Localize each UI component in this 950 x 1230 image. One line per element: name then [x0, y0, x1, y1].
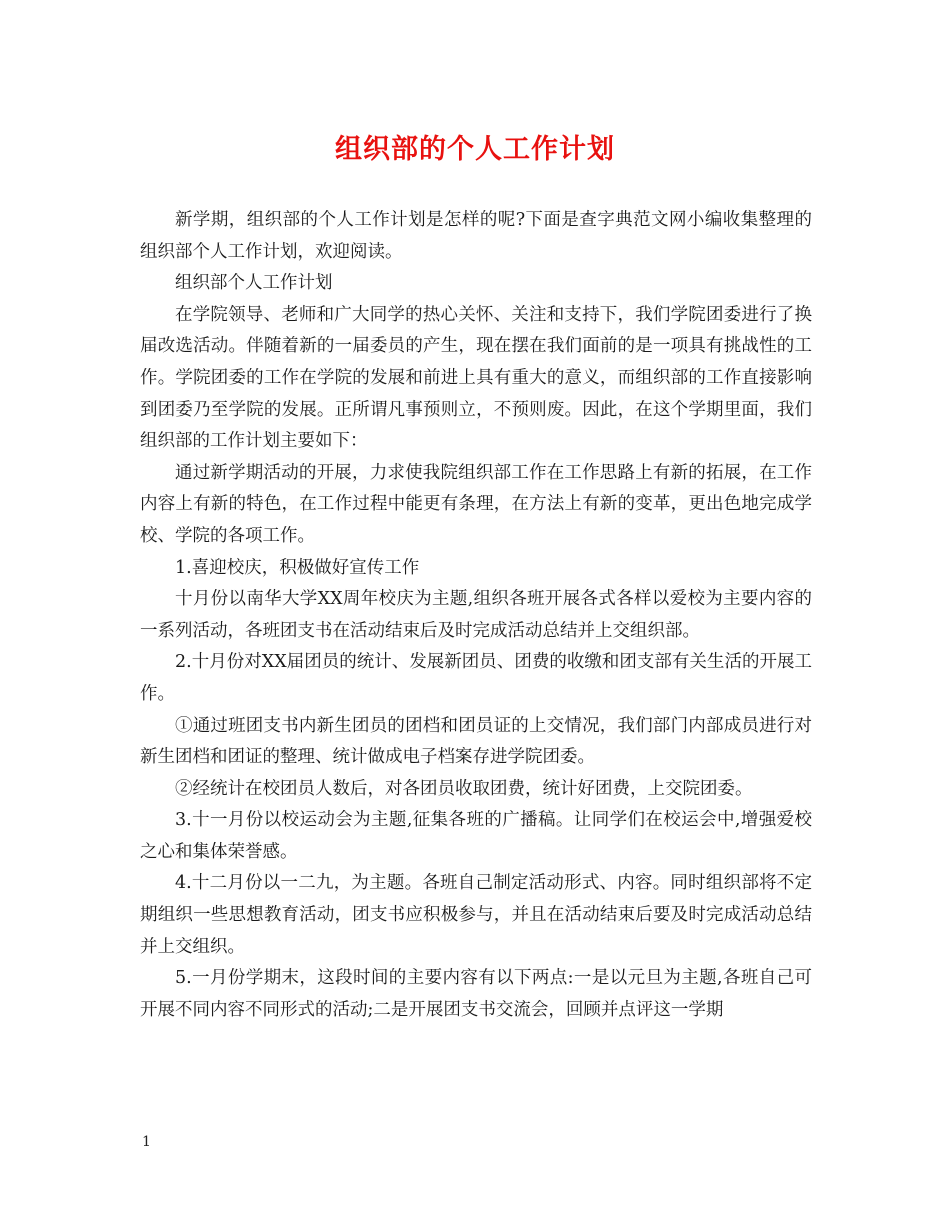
- paragraph-item-1-body: 十月份以南华大学XX周年校庆为主题,组织各班开展各式各样以爱校为主要内容的一系列活动，各班团支书在活动结束后及时完成活动总结并上交组织部。: [140, 589, 812, 641]
- paragraph-intro: 新学期，组织部的个人工作计划是怎样的呢?下面是查字典范文网小编收集整理的组织部个人工作计划，欢迎阅读。: [140, 210, 812, 262]
- paragraph-item-2: 2.十月份对XX届团员的统计、发展新团员、团费的收缴和团支部有关生活的开展工作。: [140, 652, 812, 704]
- paragraph-subtitle: 组织部个人工作计划: [175, 273, 333, 294]
- paragraph-item-2-sub-2: ②经统计在校团员人数后，对各团员收取团费，统计好团费，上交院团委。: [175, 778, 753, 799]
- paragraph-item-1-heading: 1.喜迎校庆，积极做好宣传工作: [175, 557, 420, 578]
- page-number: 1: [142, 1134, 151, 1150]
- paragraph-background: 在学院领导、老师和广大同学的热心关怀、关注和支持下，我们学院团委进行了换届改选活动。伴随着新的一届委员的产生，现在摆在我们面前的是一项具有挑战性的工作。学院团委的工作在学院的发展和前进上具有重大的意义，而组织部的工作直接影响到团委乃至学院的发展。正所谓凡事预则立，不预则废。因此，在这个学期里面，我们组织部的工作计划主要如下：: [140, 304, 812, 452]
- document-title: 组织部的个人工作计划: [335, 134, 615, 165]
- paragraph-item-5: 5.一月份学期末，这段时间的主要内容有以下两点:一是以元旦为主题,各班自己可开展不同内容不同形式的活动;二是开展团支书交流会，回顾并点评这一学期: [140, 968, 812, 1020]
- paragraph-goal: 通过新学期活动的开展，力求使我院组织部工作在工作思路上有新的拓展，在工作内容上有新的特色，在工作过程中能更有条理，在方法上有新的变革，更出色地完成学校、学院的各项工作。: [140, 462, 812, 546]
- paragraph-item-3: 3.十一月份以校运动会为主题,征集各班的广播稿。让同学们在校运会中,增强爱校之心和集体荣誉感。: [140, 810, 812, 862]
- document-body: [140, 205, 812, 1026]
- paragraph-item-4: 4.十二月份以一二九，为主题。各班自己制定活动形式、内容。同时组织部将不定期组织一些思想教育活动，团支书应积极参与，并且在活动结束后要及时完成活动总结并上交组织。: [140, 873, 812, 957]
- paragraph-item-2-sub-1: ①通过班团支书内新生团员的团档和团员证的上交情况，我们部门内部成员进行对新生团档和团证的整理、统计做成电子档案存进学院团委。: [140, 715, 812, 768]
